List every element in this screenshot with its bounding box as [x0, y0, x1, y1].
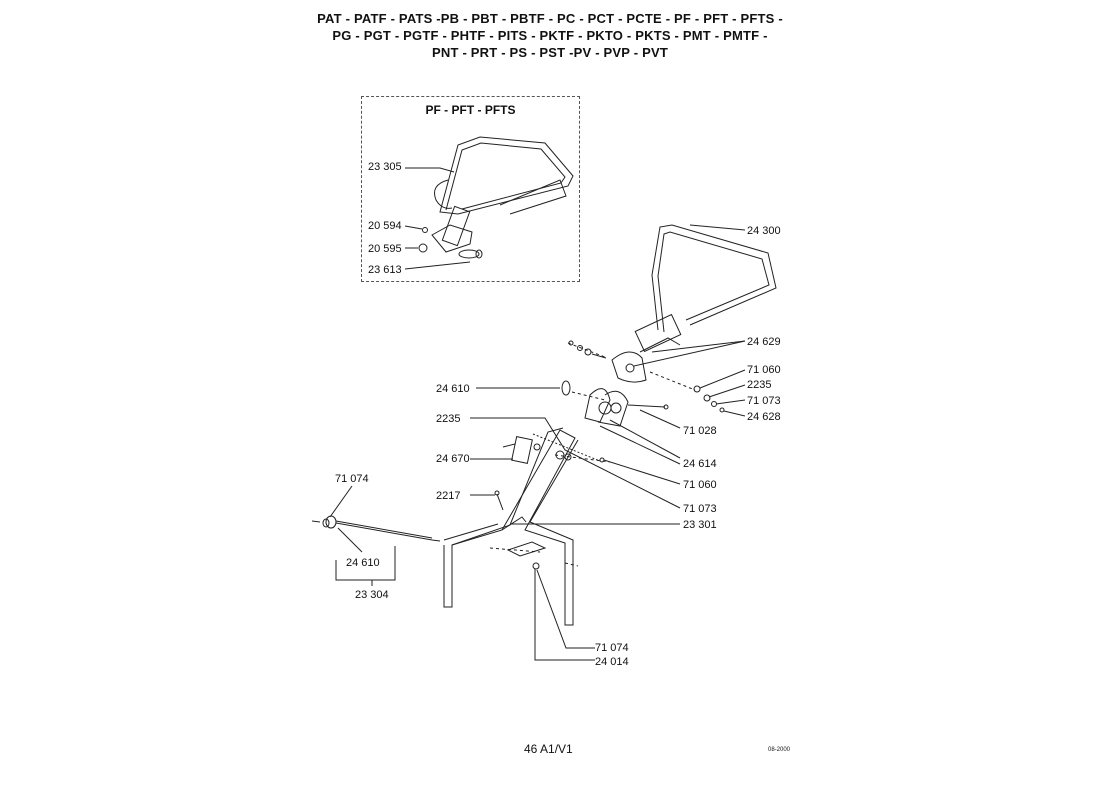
callout-rod-assembly: 23 304	[355, 589, 389, 601]
inset-label-handle: 23 305	[368, 161, 402, 173]
hinge-assembly-drawing	[568, 341, 745, 416]
screw-drawing	[470, 491, 503, 510]
callout-upper-handle: 24 300	[747, 225, 781, 237]
inset-label-spacer: 23 613	[368, 264, 402, 276]
callout-knob-lower: 24 610	[346, 557, 380, 569]
callout-washer-r1: 71 060	[747, 364, 781, 376]
callout-washer-mid: 71 060	[683, 479, 717, 491]
inset-label-clip: 20 595	[368, 243, 402, 255]
lower-frame-drawing	[444, 418, 680, 625]
callout-bottom-plate: 24 014	[595, 656, 629, 668]
bottom-plate-drawing	[508, 542, 595, 660]
callout-long-bolt: 71 028	[683, 425, 717, 437]
callout-nut-left: 71 074	[335, 473, 369, 485]
model-list-line-3: PNT - PRT - PS - PST -PV - PVP - PVT	[432, 45, 668, 60]
callout-knob-left: 24 610	[436, 383, 470, 395]
callout-nut-bottom: 71 074	[595, 642, 629, 654]
callout-washer-r4: 24 628	[747, 411, 781, 423]
callout-screw: 2217	[436, 490, 461, 502]
page-number: 46 A1/V1	[524, 742, 573, 756]
callout-washer-r3: 71 073	[747, 395, 781, 407]
bracket-drawing	[470, 437, 540, 464]
model-list-line-2: PG - PGT - PGTF - PHTF - PITS - PKTF - PKTO - PKTS - PMT - PMTF -	[332, 28, 768, 43]
callout-washer-r2: 2235	[747, 379, 772, 391]
callout-bracket: 24 670	[436, 453, 470, 465]
callout-clamp: 24 614	[683, 458, 717, 470]
callout-lower-frame: 23 301	[683, 519, 717, 531]
model-list-line-1: PAT - PATF - PATS -PB - PBT - PBTF - PC - PCT - PCTE - PF - PFT - PFTS -	[317, 11, 783, 26]
clamp-assembly-drawing	[476, 381, 680, 464]
inset-handle-drawing	[405, 137, 573, 269]
upper-handle-drawing	[635, 225, 776, 352]
inset-label-bolt: 20 594	[368, 220, 402, 232]
callout-washer-left: 2235	[436, 413, 461, 425]
inset-title: PF - PFT - PFTS	[425, 103, 516, 117]
revision-date: 08-2000	[768, 747, 791, 753]
callout-washer-low: 71 073	[683, 503, 717, 515]
callout-hinge: 24 629	[747, 336, 781, 348]
